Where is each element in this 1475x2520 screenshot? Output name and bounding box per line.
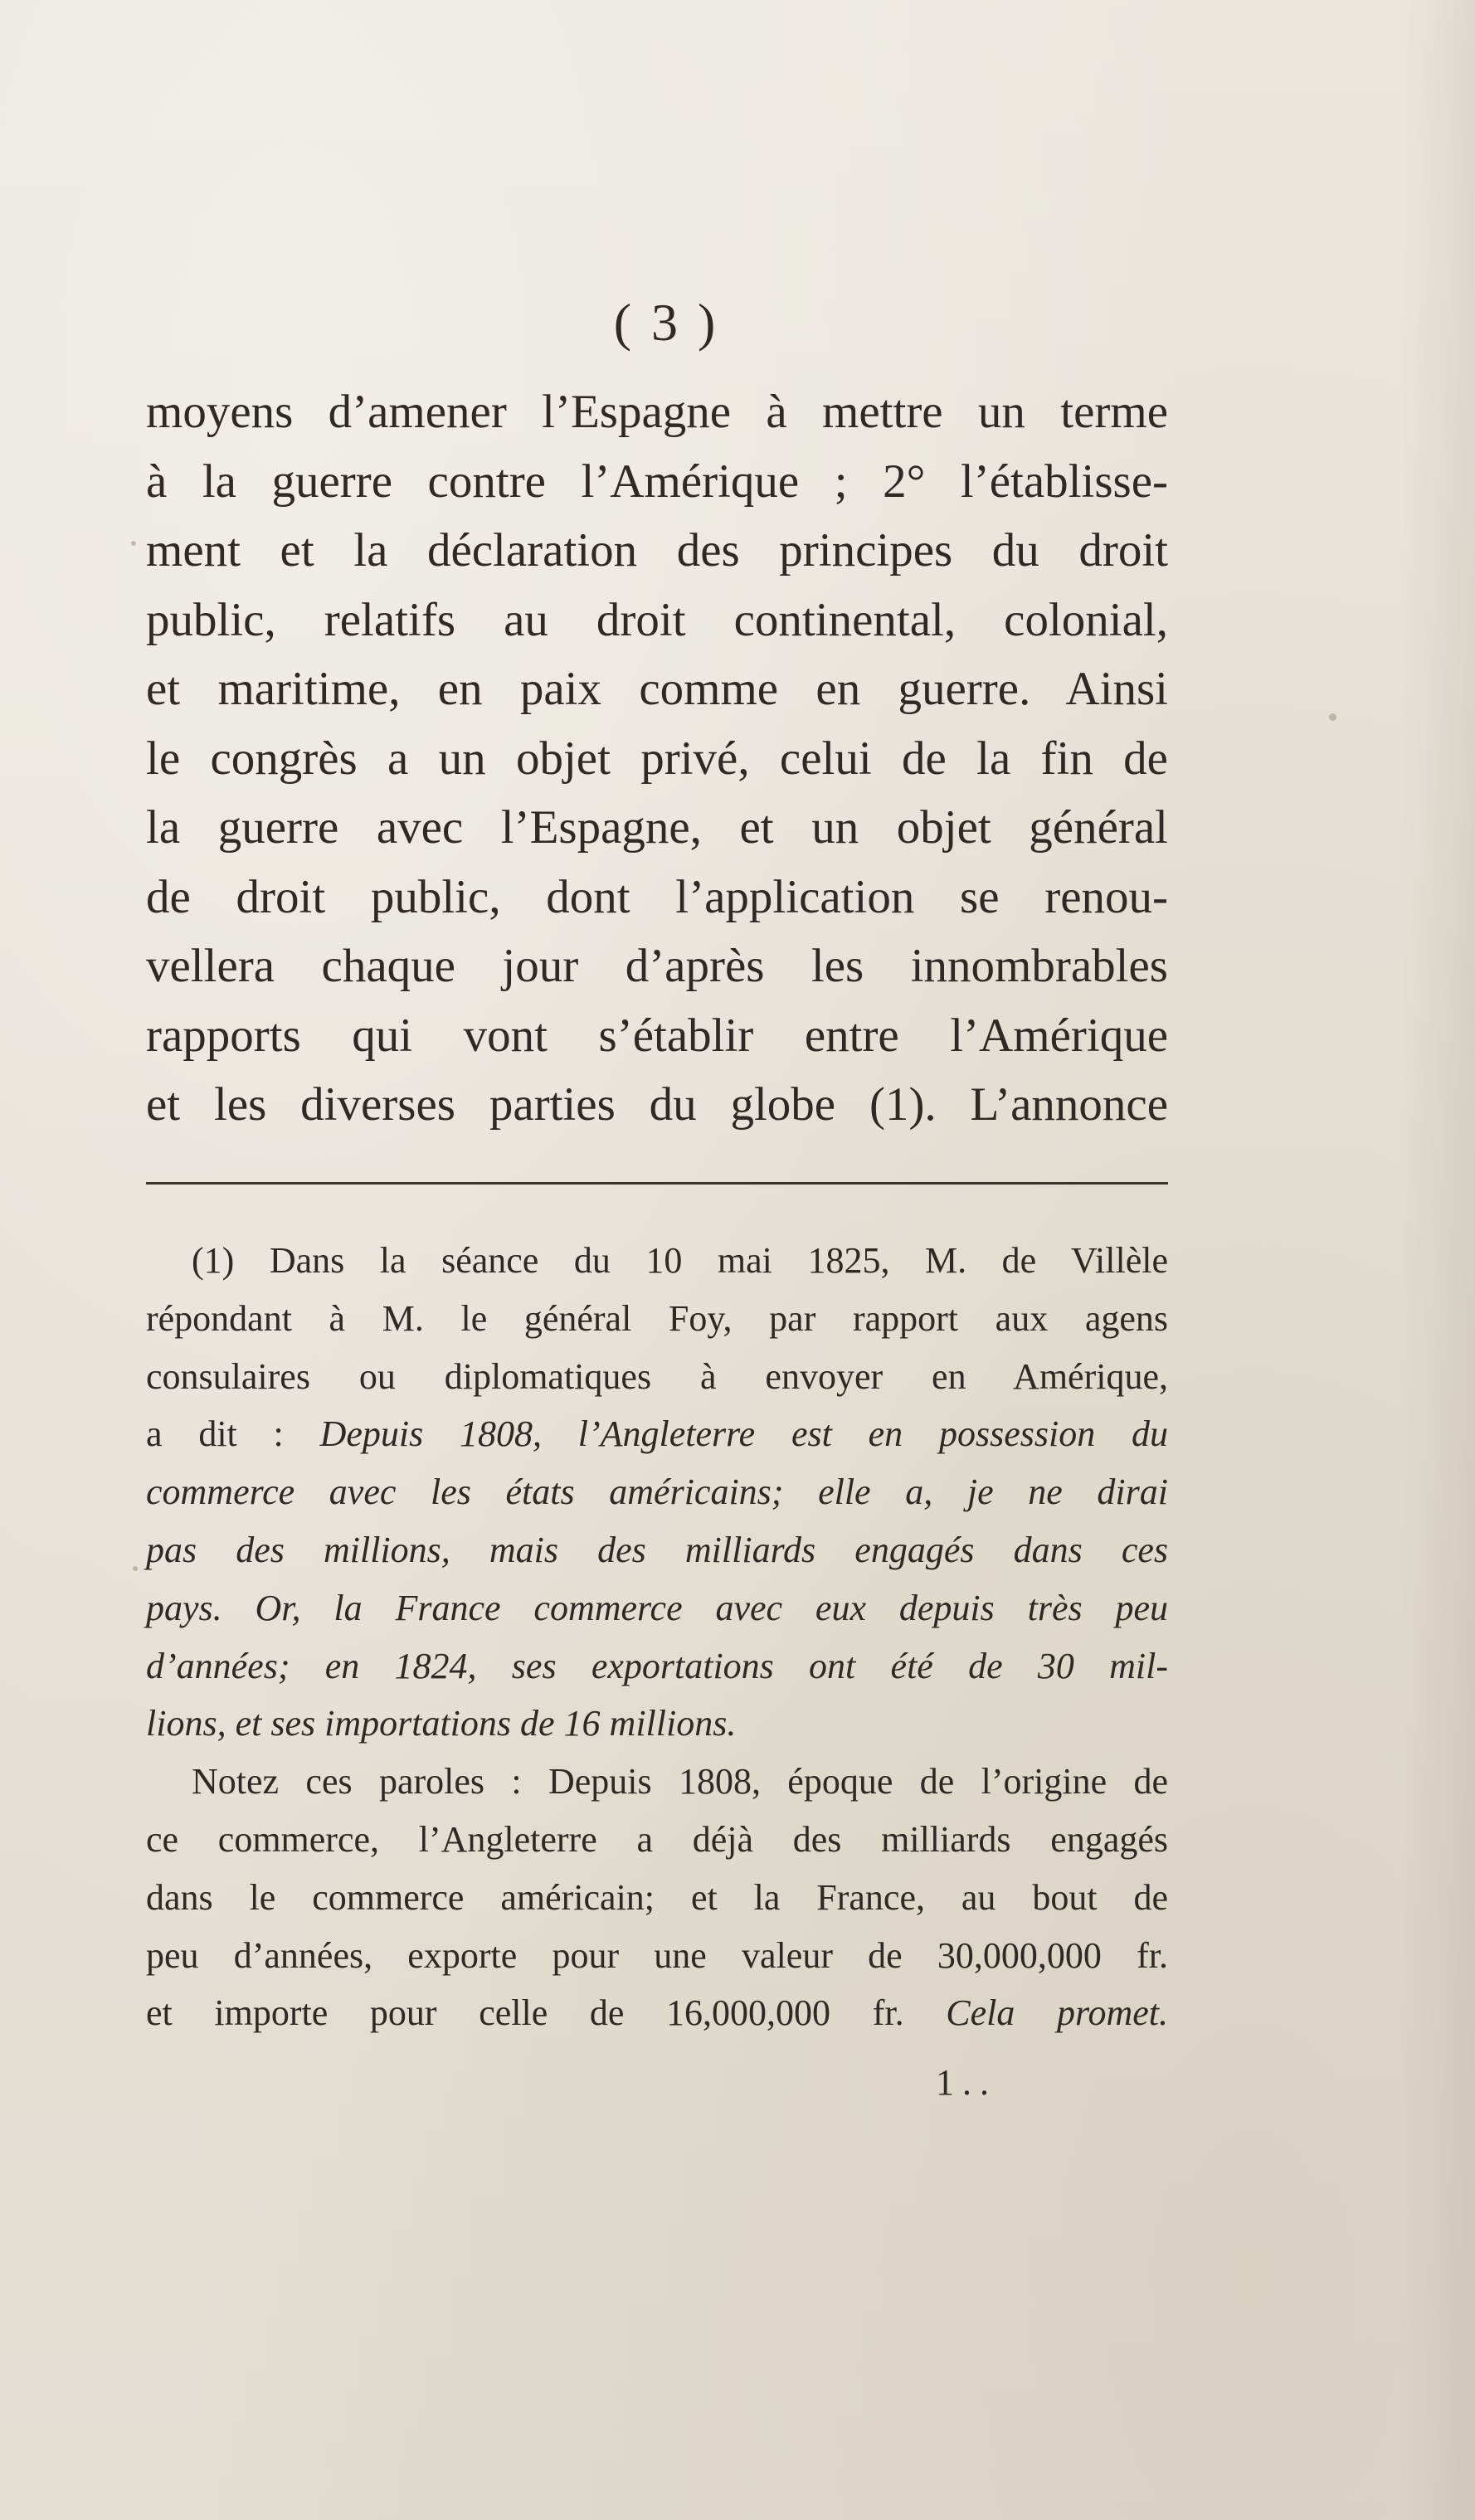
main-text-line: vellera chaque jour d’après les innombrables <box>146 940 1168 992</box>
paper-speck <box>1329 713 1336 721</box>
main-text-line: de droit public, dont l’application se renou- <box>146 870 1168 923</box>
footnote-line: (1) Dans la séance du 10 mai 1825, M. de Villèle <box>192 1240 1168 1281</box>
footnote-quote-line: pas des millions, mais des milliards engagés dans ces <box>146 1529 1168 1570</box>
main-text-line: moyens d’amener l’Espagne à mettre un terme <box>146 386 1168 438</box>
main-text-line: public, relatifs au droit continental, colonial, <box>146 593 1168 646</box>
main-text-line: le congrès a un objet privé, celui de la fin de <box>146 732 1168 785</box>
footnote-note-line: Notez ces paroles : Depuis 1808, époque de l’origine de <box>192 1761 1168 1802</box>
footnote-line-prefix: a dit : <box>146 1413 320 1455</box>
footnote-quote-text: Depuis 1808, l’Angleterre est en possession du <box>319 1413 1168 1455</box>
footnote-note-line <box>146 1984 1168 2042</box>
footnote-quote-line: commerce avec les états américains; elle a, je ne dirai <box>146 1472 1168 1513</box>
main-text-line: ment et la déclaration des principes du droit <box>146 524 1168 576</box>
footnote-line: consulaires ou diplomatiques à envoyer en Amérique, <box>146 1355 1168 1397</box>
signature-mark: 1.. <box>936 2062 997 2103</box>
main-text-line: la guerre avec l’Espagne, et un objet général <box>146 801 1168 854</box>
footnote-last-prefix: et importe pour celle de 16,000,000 fr. <box>146 1992 947 2034</box>
footnote-quote-line: pays. Or, la France commerce avec eux depuis très peu <box>146 1587 1168 1628</box>
main-text-line: et maritime, en paix comme en guerre. Ainsi <box>146 663 1168 715</box>
paper-speck <box>133 1566 138 1571</box>
footnote-quote-line: lions, et ses importations de 16 millions. <box>146 1703 737 1744</box>
main-text-block <box>146 377 1168 1140</box>
main-text-line: et les diverses parties du globe (1). L’annonce <box>146 1078 1168 1131</box>
footnote-line: répondant à M. le général Foy, par rapport aux agens <box>146 1297 1168 1339</box>
paper-speck <box>131 541 136 546</box>
page-number: ( 3 ) <box>613 293 719 352</box>
footnote-block <box>146 1232 1168 2042</box>
footnote-line <box>146 1405 1168 1463</box>
footnote-note-line: dans le commerce américain; et la France, au bout de <box>146 1876 1168 1918</box>
footnote-separator-rule <box>146 1182 1168 1185</box>
page-edge-shadow <box>1400 0 1475 2520</box>
footnote-quote-line: d’années; en 1824, ses exportations ont été de 30 mil- <box>146 1645 1168 1686</box>
footnote-note-line: ce commerce, l’Angleterre a déjà des milliards engagés <box>146 1818 1168 1860</box>
footnote-last-italic: Cela promet. <box>946 1992 1168 2034</box>
footnote-note-line: peu d’années, exporte pour une valeur de 30,000,000 fr. <box>146 1934 1168 1976</box>
main-text-line: à la guerre contre l’Amérique ; 2° l’établisse- <box>146 455 1168 508</box>
main-text-line: rapports qui vont s’établir entre l’Amérique <box>146 1009 1168 1062</box>
